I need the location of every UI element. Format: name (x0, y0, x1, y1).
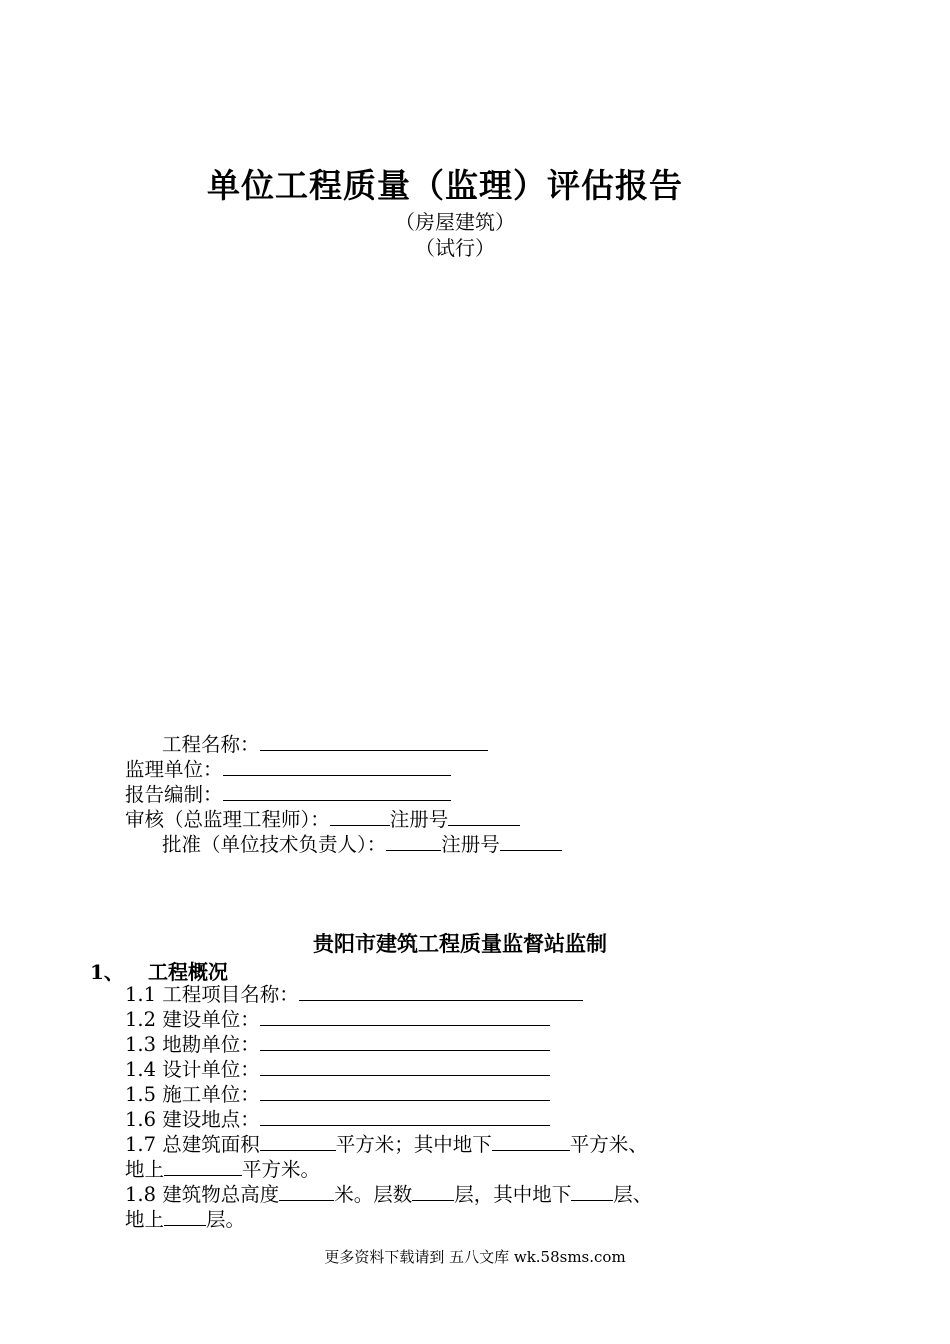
item-1-4-blank[interactable] (260, 1056, 550, 1076)
item-1-1-label: 1.1 工程项目名称： (125, 983, 299, 1006)
field-supervision-unit-label: 监理单位： (125, 758, 223, 781)
report-title: 单位工程质量（监理）评估报告 (207, 166, 683, 205)
above-ground-floors-blank[interactable] (164, 1206, 206, 1226)
field-approve-reg-label: 注册号 (441, 833, 500, 856)
item-1-2 (125, 1006, 550, 1032)
underground-area-blank[interactable] (492, 1131, 570, 1151)
item-1-7-text-underground: 平方米；其中地下 (335, 1133, 492, 1156)
field-review (125, 806, 520, 832)
field-report-prepared-label: 报告编制： (125, 783, 223, 806)
item-1-6-blank[interactable] (260, 1106, 550, 1126)
item-1-4 (125, 1056, 550, 1082)
item-1-8-text-above: 地上 (125, 1208, 165, 1231)
item-1-4-label: 1.4 设计单位： (125, 1058, 260, 1081)
item-1-7-text-above: 地上 (125, 1158, 165, 1181)
total-area-blank[interactable] (260, 1131, 336, 1151)
item-1-2-blank[interactable] (260, 1006, 550, 1026)
item-1-8 (125, 1181, 652, 1207)
field-project-name-label: 工程名称： (162, 733, 260, 756)
item-1-7-text-unit: 平方米、 (569, 1133, 648, 1156)
item-1-3-blank[interactable] (260, 1031, 550, 1051)
item-1-3-label: 1.3 地勘单位： (125, 1033, 260, 1056)
item-1-7 (125, 1131, 648, 1157)
item-1-8-label: 1.8 建筑物总高度 (125, 1183, 280, 1206)
item-1-6-label: 1.6 建设地点： (125, 1108, 260, 1131)
item-1-7-label: 1.7 总建筑面积 (125, 1133, 260, 1156)
floor-count-blank[interactable] (412, 1181, 454, 1201)
item-1-8-text-unit: 层、 (613, 1183, 653, 1206)
section-1-title: 工程概况 (148, 960, 228, 984)
above-ground-area-blank[interactable] (164, 1156, 242, 1176)
item-1-2-label: 1.2 建设单位： (125, 1008, 260, 1031)
field-approve (162, 831, 562, 857)
item-1-8-text-underground: 层，其中地下 (454, 1183, 572, 1206)
field-approve-label: 批准（单位技术负责人）： (162, 833, 387, 856)
underground-floors-blank[interactable] (571, 1181, 613, 1201)
report-prepared-blank[interactable] (223, 781, 451, 801)
review-reg-blank[interactable] (448, 806, 520, 826)
review-signature-blank[interactable] (330, 806, 390, 826)
item-1-7-cont (125, 1156, 320, 1182)
item-1-1 (125, 981, 583, 1007)
field-review-label: 审核（总监理工程师）： (125, 808, 330, 831)
field-supervision-unit (125, 756, 451, 782)
footer-watermark: 更多资料下载请到 五八文库 wk.58sms.com (324, 1248, 626, 1266)
item-1-6 (125, 1106, 550, 1132)
field-report-prepared (125, 781, 451, 807)
supervision-station: 贵阳市建筑工程质量监督站监制 (313, 931, 607, 956)
item-1-8-cont (125, 1206, 245, 1232)
item-1-8-text-floors: 米。层数 (334, 1183, 413, 1206)
report-subtitle-trial: （试行） (415, 236, 495, 260)
total-height-blank[interactable] (279, 1181, 334, 1201)
item-1-8-text-end: 层。 (206, 1208, 246, 1231)
item-1-3 (125, 1031, 550, 1057)
field-review-reg-label: 注册号 (389, 808, 449, 831)
section-1-number: 1、 (90, 960, 124, 984)
item-1-5-label: 1.5 施工单位： (125, 1083, 260, 1106)
item-1-5-blank[interactable] (260, 1081, 550, 1101)
item-1-7-text-end: 平方米。 (242, 1158, 321, 1181)
item-1-1-blank[interactable] (299, 981, 583, 1001)
report-subtitle-building: （房屋建筑） (395, 210, 515, 234)
project-name-blank[interactable] (260, 731, 488, 751)
approve-reg-blank[interactable] (500, 831, 562, 851)
field-project-name (162, 731, 488, 757)
approve-signature-blank[interactable] (386, 831, 441, 851)
item-1-5 (125, 1081, 550, 1107)
supervision-unit-blank[interactable] (223, 756, 451, 776)
